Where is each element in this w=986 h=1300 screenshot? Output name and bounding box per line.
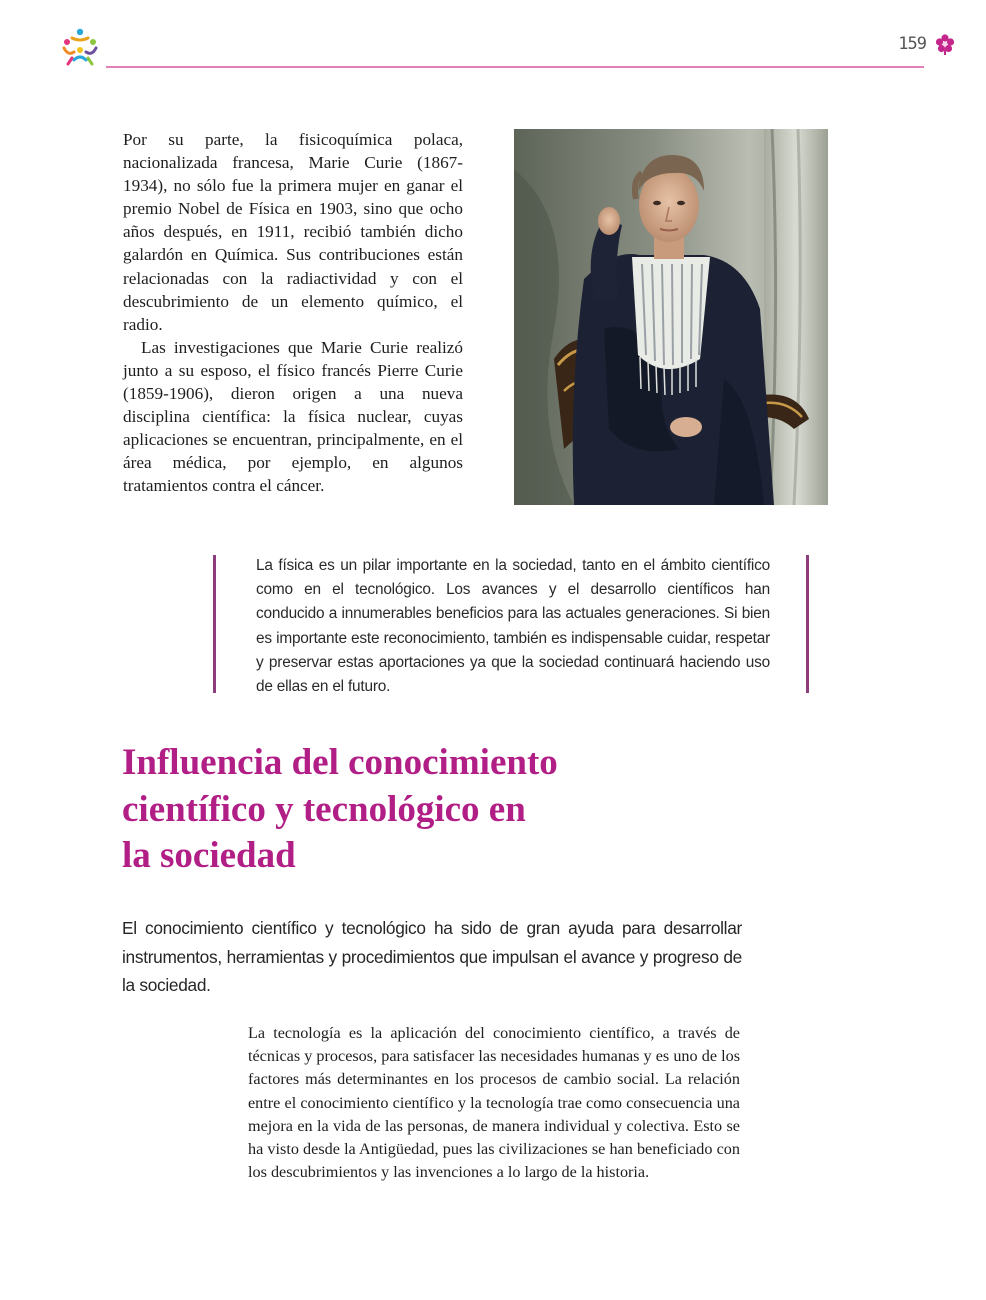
callout-bar-right bbox=[806, 555, 809, 693]
colorful-figures-logo-icon bbox=[58, 26, 102, 70]
intro-paragraph: Las investigaciones que Marie Curie realizó junto a su esposo, el físico francés Pierre Curie (1859-1906), dieron origen a una nueva disciplina científica: la física nuclear, cuyas aplicaciones se encuentran, principalmente, en el área médica, por ejemplo, en algunos tratamientos contra el cáncer. bbox=[123, 337, 463, 496]
section-title-line: Influencia del conocimiento bbox=[122, 742, 558, 783]
section-title-line: científico y tecnológico en bbox=[122, 788, 526, 830]
header-rule bbox=[106, 66, 924, 68]
page-number: 159 bbox=[898, 34, 926, 54]
body-paragraph: La tecnología es la aplicación del conocimiento científico, a través de técnicas y procesos, para satisfacer las necesidades humanas y es uno de los factores más determinantes en los procesos de cambio social. La relación entre el conocimiento científico y la tecnología trae como consecuencia una mejora en la vida de las personas, de manera individual y colectiva. Esto se ha visto desde la Antigüedad, pues las civilizaciones se han beneficiado con los descubrimientos y las invenciones a lo largo de la historia. bbox=[248, 1024, 740, 1182]
callout-text: La física es un pilar importante en la sociedad, tanto en el ámbito científico como en el tecnológico. Los avances y el desarrollo científicos han conducido a innumerables beneficios para las actuales generaciones. Si bien es importante este reconocimiento, también es indispensable cuidar, respetar y preservar estas aportaciones ya que la sociedad continuará haciendo uso de ellas en el futuro. bbox=[256, 557, 770, 696]
intro-paragraph: Por su parte, la fisicoquímica polaca, nacionalizada francesa, Marie Curie (1867-1934), no sólo fue la primera mujer en ganar el premio Nobel de Física en 1903, sino que ocho años después, en 1911, recibió también dicho galardón en Química. Sus contribuciones están relacionadas con la radiactividad y con el descubrimiento de un elemento químico, el radio. bbox=[123, 130, 463, 334]
marie-curie-portrait bbox=[514, 129, 828, 505]
section-title bbox=[122, 740, 682, 880]
callout-bar-left bbox=[213, 555, 216, 693]
intro-text bbox=[123, 128, 463, 498]
lead-paragraph: El conocimiento científico y tecnológico ha sido de gran ayuda para desarrollar instrumentos, herramientas y procedimientos que impulsan el avance y progreso de la sociedad. bbox=[122, 918, 742, 996]
flower-icon bbox=[934, 33, 956, 55]
section-title-line: la sociedad bbox=[122, 835, 296, 876]
